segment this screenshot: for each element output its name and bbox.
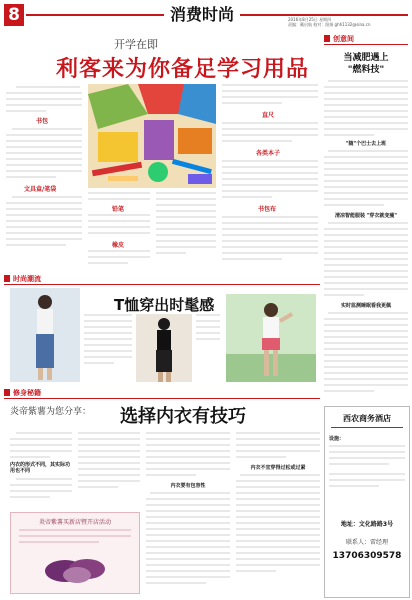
hotel-contact-label: 联系人： xyxy=(345,539,370,546)
subhead-bag-cloth: 书包布 xyxy=(258,206,277,213)
hotel-contact-name: 雷经理 xyxy=(370,539,389,546)
ad-subhead-function: 内衣的形式不同，其实际功用也不同 xyxy=(10,462,71,474)
ad-kicker: 炎帝紫薯为您分享： xyxy=(10,407,92,417)
subhead-schoolbag: 书包 xyxy=(36,118,49,125)
trend-article-body xyxy=(84,314,132,380)
ad-column-4 xyxy=(236,432,320,596)
fashion-photo-3 xyxy=(226,294,316,382)
article-headline: 利客来为你备足学习用品 xyxy=(56,57,310,82)
sidebar-column-tag: 创意间 xyxy=(324,34,408,45)
ad-section-label: 修身秘籍 xyxy=(4,388,320,399)
trend-section xyxy=(4,274,320,384)
page-number: 8 xyxy=(4,4,24,26)
sidebar-subhead-sleep: 实时监测睡眠看我更佩 xyxy=(340,303,391,309)
ad-column-2 xyxy=(78,432,140,508)
subhead-pencil-case: 文具盒/笔袋 xyxy=(24,186,57,193)
date-line: 2016年8月25日 星期四 xyxy=(288,17,332,22)
main-article xyxy=(4,34,320,270)
article-column-4 xyxy=(222,84,318,270)
section-title: 消费时尚 xyxy=(164,4,240,26)
article-column-3 xyxy=(156,192,216,270)
fashion-photo-1 xyxy=(10,288,80,382)
ad-box xyxy=(10,512,140,594)
sidebar-headline-1: 当减肥遇上 xyxy=(343,53,389,63)
hotel-name: 西农商务酒店 xyxy=(343,414,391,423)
stationery-photo xyxy=(88,84,216,188)
sidebar-headline-2: "燃料技" xyxy=(347,65,385,75)
ad-section xyxy=(4,388,320,596)
sidebar-subhead-smart-clothing: 清凉智能服装 "穿衣就变瘦" xyxy=(335,213,397,219)
ad-subhead-fit: 内衣不宜穿得过松或过紧 xyxy=(250,465,306,471)
fashion-photo-2 xyxy=(136,314,192,382)
ad-subhead-inclusive: 内衣要有包容性 xyxy=(170,483,206,489)
sidebar-subhead-bus: "随"个巴士去上班 xyxy=(345,141,387,147)
subhead-pencil: 铅笔 xyxy=(112,206,125,213)
subhead-notebooks: 各类本子 xyxy=(256,150,281,157)
hotel-contact xyxy=(329,537,405,546)
ad-headline: 选择内衣有技巧 xyxy=(120,406,246,427)
hotel-address: 地址：文化路路3号 xyxy=(340,521,394,528)
trend-headline: T恤穿出时髦感 xyxy=(114,296,215,314)
editor-line: 责编：戴启航 校对：阳娟 ghh1132@sina.cn xyxy=(288,22,371,27)
subhead-ruler: 直尺 xyxy=(262,112,275,119)
trend-article-body-2 xyxy=(196,314,220,380)
article-column-2 xyxy=(88,192,150,270)
hotel-amenities-label: 设施： xyxy=(329,436,345,442)
article-kicker: 开学在即 xyxy=(114,38,158,51)
article-column-1 xyxy=(6,86,82,270)
hotel-ad xyxy=(324,406,410,598)
ad-box-title: 炎帝紫薯买新店暨开店活动 xyxy=(38,519,111,526)
sidebar xyxy=(324,34,408,400)
ad-column-3 xyxy=(146,432,230,596)
hotel-phone: 13706309578 xyxy=(332,551,402,561)
subhead-eraser: 橡皮 xyxy=(112,242,125,249)
trend-section-label: 时尚潮流 xyxy=(4,274,320,285)
masthead xyxy=(4,4,408,30)
hotel-name-rule xyxy=(331,427,403,428)
purple-sweet-potato-image xyxy=(41,549,109,587)
